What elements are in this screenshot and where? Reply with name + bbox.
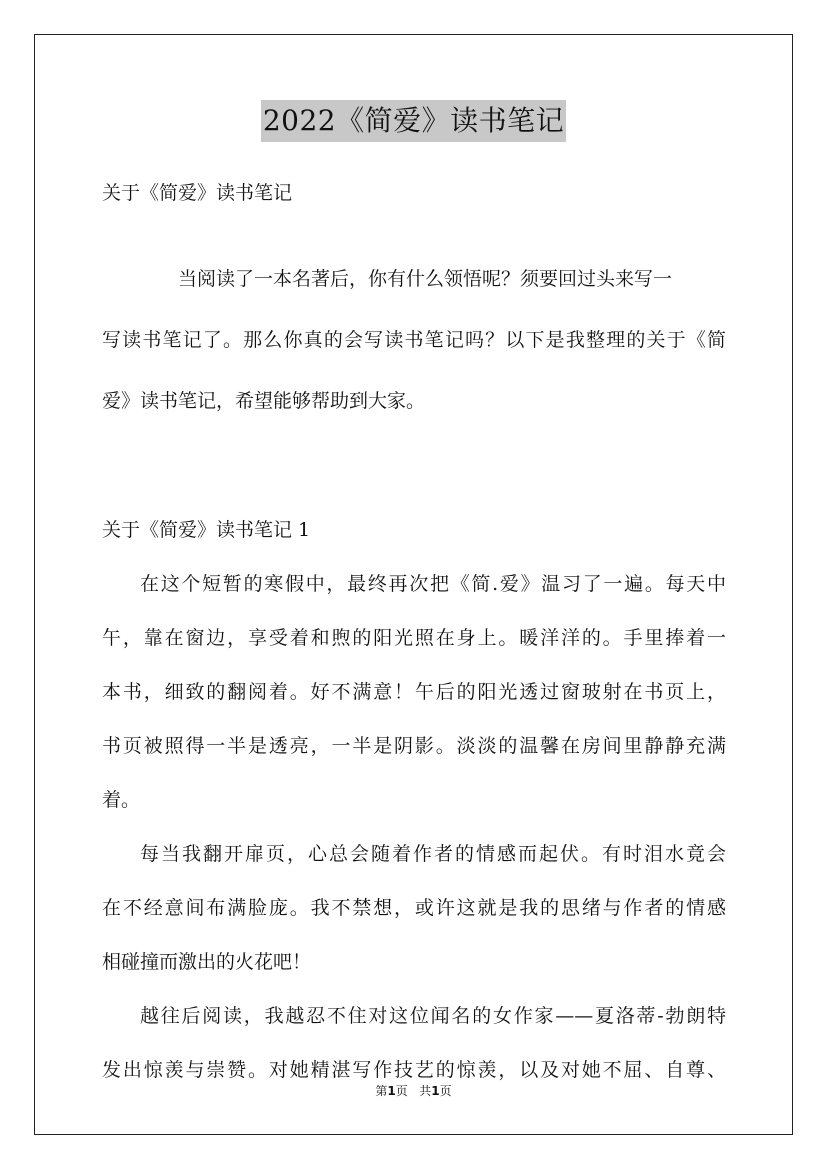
paragraph2-line-2: 在不经意间布满脸庞。我不禁想，或许这就是我的思绪与作者的情感 bbox=[102, 897, 726, 919]
document-title-container bbox=[0, 100, 827, 142]
paragraph1-line-2: 午，靠在窗边，享受着和煦的阳光照在身上。暖洋洋的。手里捧着一 bbox=[102, 627, 726, 649]
intro-line-3: 爱》读书笔记，希望能够帮助到大家。 bbox=[102, 390, 426, 412]
footer-total-prefix: 共 bbox=[419, 1084, 432, 1098]
section-heading: 关于《简爱》读书笔记 1 bbox=[102, 519, 311, 541]
paragraph1-line-3: 本书，细致的翻阅着。好不满意！午后的阳光透过窗玻射在书页上， bbox=[102, 681, 726, 703]
intro-line-2: 写读书笔记了。那么你真的会写读书笔记吗？以下是我整理的关于《简 bbox=[102, 329, 726, 351]
document-title: 2022《简爱》读书笔记 bbox=[261, 100, 566, 142]
paragraph3-line-1: 越往后阅读，我越忍不住对这位闻名的女作家——夏洛蒂-勃朗特 bbox=[140, 1005, 726, 1027]
paragraph2-line-1: 每当我翻开扉页，心总会随着作者的情感而起伏。有时泪水竟会 bbox=[140, 843, 726, 865]
paragraph2-line-3: 相碰撞而激出的火花吧！ bbox=[102, 951, 312, 973]
page-footer bbox=[0, 1082, 827, 1099]
paragraph1-line-5: 着。 bbox=[102, 789, 141, 811]
footer-page-suffix: 页 bbox=[395, 1084, 408, 1098]
paragraph1-line-4: 书页被照得一半是透亮，一半是阴影。淡淡的温馨在房间里静静充满 bbox=[102, 735, 726, 757]
footer-total-suffix: 页 bbox=[439, 1084, 452, 1098]
document-body bbox=[102, 172, 726, 1092]
footer-page-prefix: 第 bbox=[375, 1084, 388, 1098]
footer-total-pages: 1 bbox=[431, 1084, 440, 1098]
intro-line-1: 当阅读了一本名著后，你有什么领悟呢？须要回过头来写一 bbox=[178, 268, 673, 290]
paragraph3-line-2: 发出惊羡与崇赞。对她精湛写作技艺的惊羡，以及对她不屈、自尊、 bbox=[102, 1059, 726, 1081]
intro-subtitle: 关于《简爱》读书笔记 bbox=[102, 182, 293, 204]
paragraph1-line-1: 在这个短暂的寒假中，最终再次把《简.爱》温习了一遍。每天中 bbox=[140, 573, 726, 595]
footer-page-number: 1 bbox=[387, 1084, 396, 1098]
